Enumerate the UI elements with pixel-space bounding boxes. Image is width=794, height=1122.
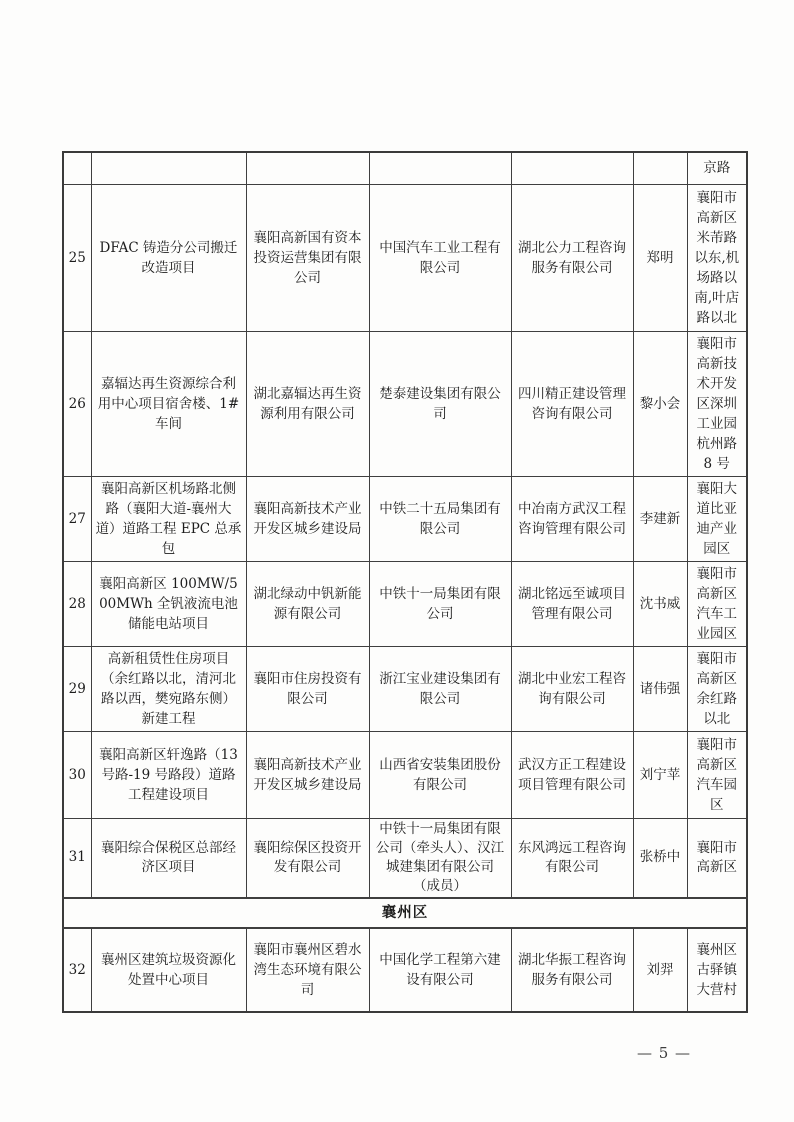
cell-project-name: 嘉辐达再生资源综合利用中心项目宿舍楼、1#车间: [91, 331, 246, 476]
cell-no: 26: [63, 331, 91, 476]
cell-owner-org: 襄阳高新技术产业开发区城乡建设局: [246, 731, 369, 818]
cell-supervisor-org: 湖北公力工程咨询服务有限公司: [511, 184, 633, 331]
cell-project-name: DFAC 铸造分公司搬迁改造项目: [91, 184, 246, 331]
table-row: [63, 184, 747, 331]
cell-owner-org: 襄阳市襄州区碧水湾生态环境有限公司: [246, 928, 369, 1012]
cell-contractor-org: 中铁二十五局集团有限公司: [369, 476, 511, 561]
cell-contact-person: 张桥中: [633, 818, 687, 898]
cell-contact-person: 诸伟强: [633, 646, 687, 731]
projects-table: [62, 151, 748, 1013]
cell-location: 京路: [687, 152, 747, 184]
cell-location: 襄阳市高新区米芾路以东,机场路以南,叶店路以北: [687, 184, 747, 331]
cell-project-name: [91, 152, 246, 184]
cell-no: 27: [63, 476, 91, 561]
cell-project-name: 高新租赁性住房项目（余红路以北，清河北路以西，樊宛路东侧）新建工程: [91, 646, 246, 731]
cell-project-name: 襄阳高新区机场路北侧路（襄阳大道-襄州大道）道路工程 EPC 总承包: [91, 476, 246, 561]
cell-supervisor-org: 东风鸿远工程咨询有限公司: [511, 818, 633, 898]
cell-no: 28: [63, 561, 91, 646]
cell-no: [63, 152, 91, 184]
cell-contractor-org: [369, 152, 511, 184]
cell-contact-person: 刘羿: [633, 928, 687, 1012]
cell-contractor-org: 中铁十一局集团有限公司: [369, 561, 511, 646]
cell-contact-person: 郑明: [633, 184, 687, 331]
cell-location: 襄州区古驿镇大营村: [687, 928, 747, 1012]
cell-project-name: 襄阳综合保税区总部经济区项目: [91, 818, 246, 898]
cell-owner-org: 襄阳市住房投资有限公司: [246, 646, 369, 731]
cell-owner-org: 襄阳高新国有资本投资运营集团有限公司: [246, 184, 369, 331]
table-row: [63, 646, 747, 731]
table-row: [63, 818, 747, 898]
cell-supervisor-org: [511, 152, 633, 184]
cell-supervisor-org: 湖北华振工程咨询服务有限公司: [511, 928, 633, 1012]
table-row: [63, 731, 747, 818]
table-row: [63, 561, 747, 646]
cell-location: 襄阳市高新技术开发区深圳工业园杭州路 8 号: [687, 331, 747, 476]
cell-owner-org: 襄阳综保区投资开发有限公司: [246, 818, 369, 898]
cell-contact-person: 李建新: [633, 476, 687, 561]
cell-no: 25: [63, 184, 91, 331]
table-section-header-row: [63, 898, 747, 928]
cell-owner-org: 湖北嘉辐达再生资源利用有限公司: [246, 331, 369, 476]
cell-supervisor-org: 湖北铭远至诚项目管理有限公司: [511, 561, 633, 646]
cell-contact-person: 沈书威: [633, 561, 687, 646]
cell-owner-org: 湖北绿动中钒新能源有限公司: [246, 561, 369, 646]
cell-location: 襄阳市高新区汽车工业园区: [687, 561, 747, 646]
cell-no: 32: [63, 928, 91, 1012]
cell-no: 30: [63, 731, 91, 818]
cell-contractor-org: 山西省安装集团股份有限公司: [369, 731, 511, 818]
table-row: [63, 476, 747, 561]
cell-contact-person: 刘宁苹: [633, 731, 687, 818]
cell-contractor-org: 中国汽车工业工程有限公司: [369, 184, 511, 331]
cell-supervisor-org: 中冶南方武汉工程咨询管理有限公司: [511, 476, 633, 561]
cell-contractor-org: 中铁十一局集团有限公司（牵头人）、汉江城建集团有限公司（成员）: [369, 818, 511, 898]
cell-supervisor-org: 湖北中业宏工程咨询有限公司: [511, 646, 633, 731]
page-number: — 5 —: [636, 1044, 692, 1062]
cell-contractor-org: 浙江宝业建设集团有限公司: [369, 646, 511, 731]
cell-project-name: 襄阳高新区轩逸路（13 号路-19 号路段）道路工程建设项目: [91, 731, 246, 818]
cell-supervisor-org: 四川精正建设管理咨询有限公司: [511, 331, 633, 476]
cell-supervisor-org: 武汉方正工程建设项目管理有限公司: [511, 731, 633, 818]
cell-no: 31: [63, 818, 91, 898]
cell-contact-person: 黎小会: [633, 331, 687, 476]
table-row: [63, 928, 747, 1012]
cell-contractor-org: 中国化学工程第六建设有限公司: [369, 928, 511, 1012]
cell-no: 29: [63, 646, 91, 731]
table-row-carryover: [63, 152, 747, 184]
cell-location: 襄阳大道比亚迪产业园区: [687, 476, 747, 561]
cell-location: 襄阳市高新区余红路以北: [687, 646, 747, 731]
cell-owner-org: 襄阳高新技术产业开发区城乡建设局: [246, 476, 369, 561]
table-row: [63, 331, 747, 476]
cell-contact-person: [633, 152, 687, 184]
cell-location: 襄阳市高新区: [687, 818, 747, 898]
cell-owner-org: [246, 152, 369, 184]
cell-project-name: 襄阳高新区 100MW/500MWh 全钒液流电池储能电站项目: [91, 561, 246, 646]
cell-contractor-org: 楚泰建设集团有限公司: [369, 331, 511, 476]
cell-project-name: 襄州区建筑垃圾资源化处置中心项目: [91, 928, 246, 1012]
cell-location: 襄阳市高新区汽车园区: [687, 731, 747, 818]
section-header-xiangzhou: 襄州区: [63, 898, 747, 928]
